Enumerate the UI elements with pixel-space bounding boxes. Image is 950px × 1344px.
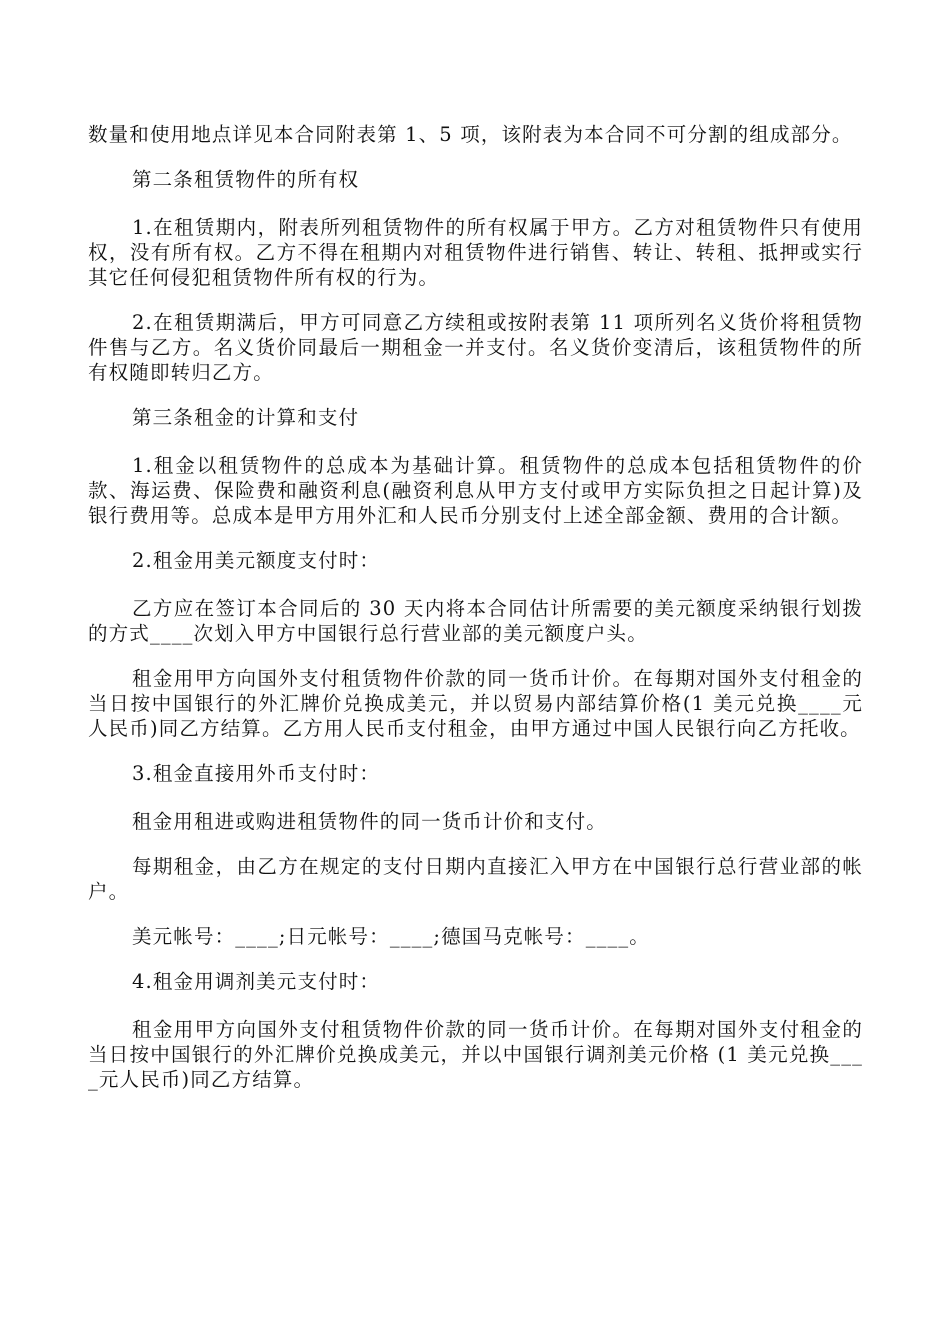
document-page — [88, 122, 863, 1112]
paragraph-3-3-heading: 3.租金直接用外币支付时： — [132, 762, 381, 785]
paragraph-3-3-b: 每期租金，由乙方在规定的支付日期内直接汇入甲方在中国银行总行营业部的帐户。 — [88, 855, 863, 903]
paragraph-continuation: 数量和使用地点详见本合同附表第 1、5 项，该附表为本合同不可分割的组成部分。 — [88, 123, 853, 146]
paragraph-3-4-a: 租金用甲方向国外支付租赁物件价款的同一货币计价。在每期对国外支付租金的当日按中国银行的外汇牌价兑换成美元，并以中国银行调剂美元价格 (1 美元兑换____元人民币)同乙方结算。 — [88, 1018, 863, 1091]
paragraph-2-2: 2.在租赁期满后，甲方可同意乙方续租或按附表第 11 项所列名义货价将租赁物件售与乙方。名义货价同最后一期租金一并支付。名义货价变清后，该租赁物件的所有权随即转归乙方。 — [88, 311, 863, 384]
paragraph-3-4-heading: 4.租金用调剂美元支付时： — [132, 970, 381, 993]
paragraph-3-2-a: 乙方应在签订本合同后的 30 天内将本合同估计所需要的美元额度采纳银行划拨的方式____次划入甲方中国银行总行营业部的美元额度户头。 — [88, 597, 863, 645]
paragraph-2-1: 1.在租赁期内，附表所列租赁物件的所有权属于甲方。乙方对租赁物件只有使用权，没有所有权。乙方不得在租期内对租赁物件进行销售、转让、转租、抵押或实行其它任何侵犯租赁物件所有权的行为。 — [88, 216, 863, 289]
section-heading-article-3: 第三条租金的计算和支付 — [132, 406, 360, 429]
paragraph-3-2-b: 租金用甲方向国外支付租赁物件价款的同一货币计价。在每期对国外支付租金的当日按中国银行的外汇牌价兑换成美元，并以贸易内部结算价格(1 美元兑换____元人民币)同乙方结算。乙方用人民币支付租金，由甲方通过中国人民银行向乙方托收。 — [88, 667, 863, 740]
paragraph-3-1: 1.租金以租赁物件的总成本为基础计算。租赁物件的总成本包括租赁物件的价款、海运费、保险费和融资利息(融资利息从甲方支付或甲方实际负担之日起计算)及银行费用等。总成本是甲方用外汇和人民币分别支付上述全部金额、费用的合计额。 — [88, 454, 863, 527]
paragraph-3-2-heading: 2.租金用美元额度支付时： — [132, 549, 381, 572]
paragraph-3-3-a: 租金用租进或购进租赁物件的同一货币计价和支付。 — [132, 810, 607, 833]
paragraph-3-3-accounts: 美元帐号：____;日元帐号：____;德国马克帐号：____。 — [132, 925, 650, 948]
section-heading-article-2: 第二条租赁物件的所有权 — [132, 168, 360, 191]
